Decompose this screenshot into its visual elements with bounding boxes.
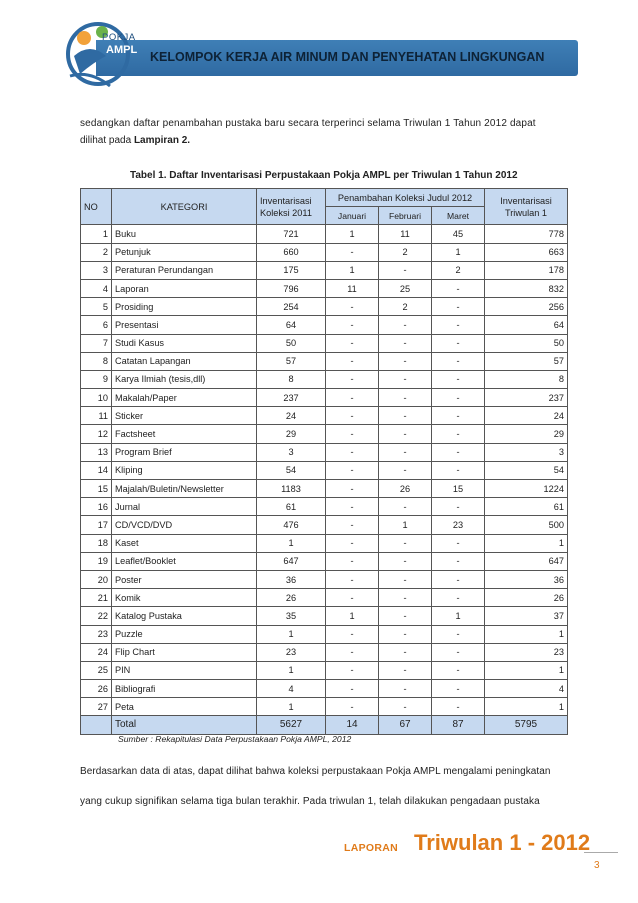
row-kategori: Jurnal bbox=[112, 498, 257, 516]
row-no: 16 bbox=[81, 498, 112, 516]
row-inventarisasi-triwulan: 663 bbox=[485, 243, 568, 261]
row-maret: 23 bbox=[432, 516, 485, 534]
row-kategori: Prosiding bbox=[112, 298, 257, 316]
row-no: 22 bbox=[81, 607, 112, 625]
row-no: 24 bbox=[81, 643, 112, 661]
row-kategori: Peta bbox=[112, 698, 257, 716]
row-inventarisasi-triwulan: 24 bbox=[485, 407, 568, 425]
row-maret: - bbox=[432, 370, 485, 388]
row-inventarisasi-2011: 476 bbox=[257, 516, 326, 534]
row-inventarisasi-triwulan: 3 bbox=[485, 443, 568, 461]
row-februari: - bbox=[379, 625, 432, 643]
row-januari: - bbox=[326, 334, 379, 352]
table-row bbox=[81, 589, 568, 607]
row-inventarisasi-2011: 254 bbox=[257, 298, 326, 316]
row-inventarisasi-triwulan: 36 bbox=[485, 570, 568, 588]
intro-line-2-text: dilihat pada bbox=[80, 135, 134, 146]
row-januari: - bbox=[326, 552, 379, 570]
row-maret: - bbox=[432, 589, 485, 607]
row-januari: - bbox=[326, 352, 379, 370]
row-inventarisasi-2011: 4 bbox=[257, 680, 326, 698]
row-inventarisasi-triwulan: 23 bbox=[485, 643, 568, 661]
row-kategori: Bibliografi bbox=[112, 680, 257, 698]
row-no: 6 bbox=[81, 316, 112, 334]
row-januari: - bbox=[326, 570, 379, 588]
row-februari: - bbox=[379, 534, 432, 552]
table-row bbox=[81, 680, 568, 698]
row-inventarisasi-triwulan: 57 bbox=[485, 352, 568, 370]
row-februari: 2 bbox=[379, 243, 432, 261]
row-maret: - bbox=[432, 389, 485, 407]
row-maret: 1 bbox=[432, 243, 485, 261]
header-kategori: KATEGORI bbox=[112, 189, 257, 225]
page-header-title: KELOMPOK KERJA AIR MINUM DAN PENYEHATAN LINGKUNGAN bbox=[150, 50, 545, 64]
row-februari: - bbox=[379, 589, 432, 607]
intro-line-2 bbox=[80, 135, 190, 146]
row-kategori: Flip Chart bbox=[112, 643, 257, 661]
row-inventarisasi-2011: 1 bbox=[257, 661, 326, 679]
row-inventarisasi-triwulan: 237 bbox=[485, 389, 568, 407]
row-maret: - bbox=[432, 316, 485, 334]
row-inventarisasi-triwulan: 1 bbox=[485, 661, 568, 679]
row-inventarisasi-2011: 1 bbox=[257, 625, 326, 643]
row-februari: 1 bbox=[379, 516, 432, 534]
row-februari: - bbox=[379, 261, 432, 279]
row-januari: - bbox=[326, 498, 379, 516]
table-row bbox=[81, 389, 568, 407]
row-no: 1 bbox=[81, 225, 112, 243]
row-maret: - bbox=[432, 461, 485, 479]
row-inventarisasi-triwulan: 178 bbox=[485, 261, 568, 279]
row-inventarisasi-triwulan: 256 bbox=[485, 298, 568, 316]
table-row bbox=[81, 352, 568, 370]
row-no: 14 bbox=[81, 461, 112, 479]
table-caption: Tabel 1. Daftar Inventarisasi Perpustakaan Pokja AMPL per Triwulan 1 Tahun 2012 bbox=[130, 170, 518, 181]
table-row bbox=[81, 443, 568, 461]
row-maret: - bbox=[432, 443, 485, 461]
header-no: NO bbox=[81, 189, 112, 225]
row-no: 7 bbox=[81, 334, 112, 352]
row-februari: - bbox=[379, 389, 432, 407]
row-januari: 11 bbox=[326, 279, 379, 297]
page-number-divider bbox=[584, 852, 618, 853]
row-inventarisasi-2011: 3 bbox=[257, 443, 326, 461]
row-inventarisasi-2011: 29 bbox=[257, 425, 326, 443]
row-kategori: Sticker bbox=[112, 407, 257, 425]
row-januari: - bbox=[326, 625, 379, 643]
intro-line-1: sedangkan daftar penambahan pustaka baru secara terperinci selama Triwulan 1 Tahun 2012 dapat bbox=[80, 118, 536, 129]
row-maret: 1 bbox=[432, 607, 485, 625]
logo-text-pokja: POKJA bbox=[102, 32, 136, 43]
row-inventarisasi-2011: 57 bbox=[257, 352, 326, 370]
row-januari: - bbox=[326, 298, 379, 316]
row-kategori: Makalah/Paper bbox=[112, 389, 257, 407]
row-kategori: Komik bbox=[112, 589, 257, 607]
table-row bbox=[81, 607, 568, 625]
table-row bbox=[81, 552, 568, 570]
row-januari: - bbox=[326, 407, 379, 425]
table-row bbox=[81, 225, 568, 243]
row-inventarisasi-2011: 1 bbox=[257, 534, 326, 552]
row-inventarisasi-triwulan: 29 bbox=[485, 425, 568, 443]
row-no: 21 bbox=[81, 589, 112, 607]
row-no: 27 bbox=[81, 698, 112, 716]
row-inventarisasi-2011: 647 bbox=[257, 552, 326, 570]
row-maret: - bbox=[432, 680, 485, 698]
row-maret: - bbox=[432, 425, 485, 443]
row-inventarisasi-2011: 61 bbox=[257, 498, 326, 516]
table-row bbox=[81, 407, 568, 425]
row-januari: - bbox=[326, 534, 379, 552]
table-row bbox=[81, 298, 568, 316]
row-inventarisasi-2011: 721 bbox=[257, 225, 326, 243]
row-februari: - bbox=[379, 334, 432, 352]
row-inventarisasi-triwulan: 37 bbox=[485, 607, 568, 625]
row-no: 25 bbox=[81, 661, 112, 679]
inventory-table bbox=[80, 188, 568, 735]
table-row bbox=[81, 243, 568, 261]
table-row bbox=[81, 661, 568, 679]
row-inventarisasi-triwulan: 1 bbox=[485, 534, 568, 552]
table-row bbox=[81, 480, 568, 498]
table-row bbox=[81, 516, 568, 534]
row-februari: - bbox=[379, 552, 432, 570]
row-no: 23 bbox=[81, 625, 112, 643]
row-maret: - bbox=[432, 552, 485, 570]
table-row bbox=[81, 334, 568, 352]
table-row bbox=[81, 370, 568, 388]
row-inventarisasi-triwulan: 647 bbox=[485, 552, 568, 570]
header-januari: Januari bbox=[326, 207, 379, 225]
row-inventarisasi-2011: 64 bbox=[257, 316, 326, 334]
row-februari: 25 bbox=[379, 279, 432, 297]
row-maret: - bbox=[432, 334, 485, 352]
row-februari: - bbox=[379, 498, 432, 516]
row-inventarisasi-2011: 26 bbox=[257, 589, 326, 607]
table-row bbox=[81, 261, 568, 279]
row-februari: - bbox=[379, 407, 432, 425]
row-kategori: Kliping bbox=[112, 461, 257, 479]
row-januari: - bbox=[326, 480, 379, 498]
row-februari: - bbox=[379, 370, 432, 388]
row-inventarisasi-2011: 8 bbox=[257, 370, 326, 388]
row-inventarisasi-triwulan: 8 bbox=[485, 370, 568, 388]
row-januari: - bbox=[326, 589, 379, 607]
row-inventarisasi-triwulan: 832 bbox=[485, 279, 568, 297]
row-kategori: Studi Kasus bbox=[112, 334, 257, 352]
body-line-2: yang cukup signifikan selama tiga bulan terakhir. Pada triwulan 1, telah dilakukan pengadaan pustaka bbox=[80, 796, 540, 807]
row-inventarisasi-2011: 237 bbox=[257, 389, 326, 407]
row-januari: - bbox=[326, 698, 379, 716]
total-februari: 67 bbox=[379, 716, 432, 734]
body-line-1: Berdasarkan data di atas, dapat dilihat bahwa koleksi perpustakaan Pokja AMPL mengalami peningkatan bbox=[80, 766, 551, 777]
pokja-ampl-logo bbox=[60, 16, 156, 98]
row-kategori: Karya Ilmiah (tesis,dll) bbox=[112, 370, 257, 388]
header-maret: Maret bbox=[432, 207, 485, 225]
table-row bbox=[81, 534, 568, 552]
row-kategori: Catatan Lapangan bbox=[112, 352, 257, 370]
row-no: 9 bbox=[81, 370, 112, 388]
row-no: 8 bbox=[81, 352, 112, 370]
row-kategori: PIN bbox=[112, 661, 257, 679]
row-no: 20 bbox=[81, 570, 112, 588]
row-januari: 1 bbox=[326, 225, 379, 243]
row-februari: - bbox=[379, 680, 432, 698]
row-kategori: Leaflet/Booklet bbox=[112, 552, 257, 570]
row-kategori: Factsheet bbox=[112, 425, 257, 443]
row-no: 17 bbox=[81, 516, 112, 534]
row-januari: - bbox=[326, 389, 379, 407]
row-januari: - bbox=[326, 243, 379, 261]
row-inventarisasi-2011: 660 bbox=[257, 243, 326, 261]
row-maret: - bbox=[432, 570, 485, 588]
row-inventarisasi-triwulan: 1224 bbox=[485, 480, 568, 498]
lampiran-reference: Lampiran 2. bbox=[133, 135, 191, 146]
total-maret: 87 bbox=[432, 716, 485, 734]
row-kategori: Puzzle bbox=[112, 625, 257, 643]
row-inventarisasi-2011: 1183 bbox=[257, 480, 326, 498]
row-inventarisasi-2011: 796 bbox=[257, 279, 326, 297]
row-januari: - bbox=[326, 370, 379, 388]
total-label: Total bbox=[112, 716, 257, 734]
row-januari: - bbox=[326, 680, 379, 698]
table-row bbox=[81, 570, 568, 588]
row-no: 11 bbox=[81, 407, 112, 425]
row-no: 13 bbox=[81, 443, 112, 461]
row-februari: 2 bbox=[379, 298, 432, 316]
row-no: 2 bbox=[81, 243, 112, 261]
row-februari: - bbox=[379, 352, 432, 370]
row-maret: - bbox=[432, 698, 485, 716]
row-kategori: Kaset bbox=[112, 534, 257, 552]
row-kategori: Laporan bbox=[112, 279, 257, 297]
row-februari: - bbox=[379, 570, 432, 588]
row-inventarisasi-2011: 175 bbox=[257, 261, 326, 279]
row-kategori: Majalah/Buletin/Newsletter bbox=[112, 480, 257, 498]
row-inventarisasi-triwulan: 1 bbox=[485, 625, 568, 643]
row-januari: - bbox=[326, 316, 379, 334]
row-maret: - bbox=[432, 625, 485, 643]
row-maret: - bbox=[432, 661, 485, 679]
row-no: 15 bbox=[81, 480, 112, 498]
row-inventarisasi-triwulan: 61 bbox=[485, 498, 568, 516]
row-februari: - bbox=[379, 643, 432, 661]
total-januari: 14 bbox=[326, 716, 379, 734]
footer-label: LAPORAN bbox=[344, 842, 399, 854]
page-number: 3 bbox=[594, 860, 600, 871]
row-januari: - bbox=[326, 643, 379, 661]
logo-text-ampl: AMPL bbox=[106, 44, 138, 56]
row-kategori: Program Brief bbox=[112, 443, 257, 461]
row-inventarisasi-triwulan: 500 bbox=[485, 516, 568, 534]
row-kategori: Presentasi bbox=[112, 316, 257, 334]
row-kategori: CD/VCD/DVD bbox=[112, 516, 257, 534]
row-no: 26 bbox=[81, 680, 112, 698]
row-no: 10 bbox=[81, 389, 112, 407]
row-januari: - bbox=[326, 516, 379, 534]
row-januari: 1 bbox=[326, 261, 379, 279]
row-januari: - bbox=[326, 461, 379, 479]
table-row bbox=[81, 698, 568, 716]
row-maret: - bbox=[432, 279, 485, 297]
row-inventarisasi-triwulan: 64 bbox=[485, 316, 568, 334]
row-inventarisasi-2011: 23 bbox=[257, 643, 326, 661]
row-inventarisasi-2011: 35 bbox=[257, 607, 326, 625]
row-inventarisasi-2011: 24 bbox=[257, 407, 326, 425]
row-januari: 1 bbox=[326, 607, 379, 625]
row-februari: - bbox=[379, 461, 432, 479]
row-no: 4 bbox=[81, 279, 112, 297]
row-februari: - bbox=[379, 443, 432, 461]
row-inventarisasi-triwulan: 778 bbox=[485, 225, 568, 243]
row-maret: - bbox=[432, 407, 485, 425]
row-januari: - bbox=[326, 425, 379, 443]
table-row bbox=[81, 425, 568, 443]
row-februari: - bbox=[379, 425, 432, 443]
row-kategori: Petunjuk bbox=[112, 243, 257, 261]
row-no: 18 bbox=[81, 534, 112, 552]
total-inventarisasi-2011: 5627 bbox=[257, 716, 326, 734]
row-februari: - bbox=[379, 316, 432, 334]
row-kategori: Poster bbox=[112, 570, 257, 588]
row-inventarisasi-triwulan: 50 bbox=[485, 334, 568, 352]
row-januari: - bbox=[326, 443, 379, 461]
header-februari: Februari bbox=[379, 207, 432, 225]
row-kategori: Buku bbox=[112, 225, 257, 243]
row-maret: 2 bbox=[432, 261, 485, 279]
row-maret: - bbox=[432, 298, 485, 316]
row-inventarisasi-triwulan: 4 bbox=[485, 680, 568, 698]
row-maret: - bbox=[432, 643, 485, 661]
header-penambahan: Penambahan Koleksi Judul 2012 bbox=[326, 189, 485, 207]
row-inventarisasi-2011: 50 bbox=[257, 334, 326, 352]
row-maret: 15 bbox=[432, 480, 485, 498]
table-row bbox=[81, 279, 568, 297]
table-row bbox=[81, 316, 568, 334]
row-inventarisasi-2011: 36 bbox=[257, 570, 326, 588]
row-inventarisasi-triwulan: 1 bbox=[485, 698, 568, 716]
table-row bbox=[81, 498, 568, 516]
row-maret: - bbox=[432, 534, 485, 552]
row-januari: - bbox=[326, 661, 379, 679]
row-maret: - bbox=[432, 352, 485, 370]
table-source: Sumber : Rekapitulasi Data Perpustakaan Pokja AMPL, 2012 bbox=[118, 734, 352, 744]
total-inventarisasi-triwulan: 5795 bbox=[485, 716, 568, 734]
table-row bbox=[81, 461, 568, 479]
row-maret: 45 bbox=[432, 225, 485, 243]
row-no: 12 bbox=[81, 425, 112, 443]
row-no: 5 bbox=[81, 298, 112, 316]
table-row bbox=[81, 625, 568, 643]
row-inventarisasi-triwulan: 26 bbox=[485, 589, 568, 607]
header-inventarisasi-2011: Inventarisasi Koleksi 2011 bbox=[257, 189, 326, 225]
footer-title: Triwulan 1 - 2012 bbox=[414, 830, 591, 855]
row-kategori: Katalog Pustaka bbox=[112, 607, 257, 625]
row-inventarisasi-2011: 54 bbox=[257, 461, 326, 479]
table-row bbox=[81, 643, 568, 661]
row-inventarisasi-triwulan: 54 bbox=[485, 461, 568, 479]
row-no: 3 bbox=[81, 261, 112, 279]
row-februari: - bbox=[379, 661, 432, 679]
row-inventarisasi-2011: 1 bbox=[257, 698, 326, 716]
row-no: 19 bbox=[81, 552, 112, 570]
table-total-row bbox=[81, 716, 568, 734]
row-februari: 26 bbox=[379, 480, 432, 498]
row-maret: - bbox=[432, 498, 485, 516]
header-inventarisasi-triwulan: Inventarisasi Triwulan 1 bbox=[485, 189, 568, 225]
row-kategori: Peraturan Perundangan bbox=[112, 261, 257, 279]
row-februari: - bbox=[379, 607, 432, 625]
row-februari: - bbox=[379, 698, 432, 716]
row-februari: 11 bbox=[379, 225, 432, 243]
